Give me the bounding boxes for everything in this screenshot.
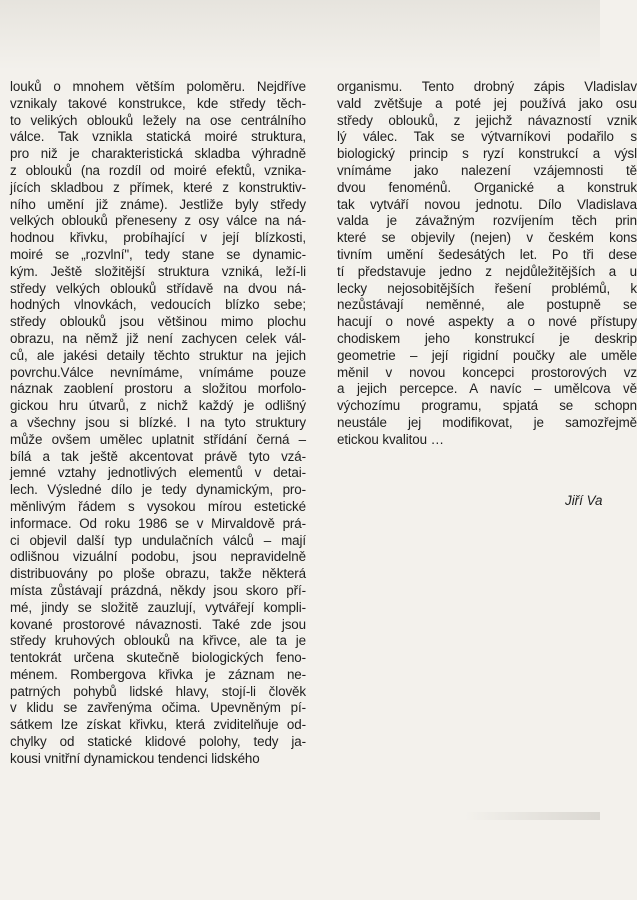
text-line: lý válec. Tak se výtvarníkovi podařilo s bbox=[337, 129, 637, 145]
text-line: měnlivým řádem s vysokou mírou estetické bbox=[10, 498, 306, 514]
text-line: středy kruhových oblouků na křivce, ale ta je bbox=[10, 633, 306, 649]
text-line: válce. Tak vznikla statická moiré struktura, bbox=[10, 129, 306, 145]
text-line: středy oblouků jsou většinou mimo plochu bbox=[10, 314, 306, 330]
text-line: tak vytváří novou jednotu. Dílo Vladislava bbox=[337, 196, 637, 212]
text-line: moiré se „rozvlní", tedy stane se dynamic- bbox=[10, 246, 306, 262]
text-line: lech. Výsledné dílo je tedy dynamickým, pro- bbox=[10, 482, 306, 498]
text-line: odlišnou vizuální podobu, jsou nepravidelně bbox=[10, 549, 306, 565]
text-line: a všechny jsou si blízké. I na tyto struktury bbox=[10, 414, 306, 430]
text-line: měnil v novou koncepci prostorových vz bbox=[337, 364, 637, 380]
text-line: louků o mnohem větším poloměru. Nejdříve bbox=[10, 79, 306, 94]
text-line: v klidu se zavřenýma očima. Upevněným pí- bbox=[10, 700, 306, 716]
text-line: může ovšem umělec uplatnit střídání černá – bbox=[10, 431, 306, 447]
text-line: ního umění již známe). Jestliže byly středy bbox=[10, 196, 306, 212]
text-line: chylky od statické klidové polohy, tedy ja- bbox=[10, 734, 306, 750]
text-line: pro niž je charakteristická skladba výhradně bbox=[10, 146, 306, 162]
text-line: organismu. Tento drobný zápis Vladislav bbox=[337, 79, 637, 94]
text-line: dvou fenoménů. Organické a konstruk bbox=[337, 179, 637, 195]
text-line: vznikaly takové konstrukce, kde středy těch- bbox=[10, 95, 306, 111]
text-line: bílá a tak ještě akcentovat právě tyto vzá- bbox=[10, 448, 306, 464]
text-line: vnímáme jako nalezení vzájemnosti tě bbox=[337, 162, 637, 178]
text-line: hodnou křivku, probíhající v její blízkosti, bbox=[10, 230, 306, 246]
text-line: z oblouků (na rozdíl od moiré efektů, vznika- bbox=[10, 162, 306, 178]
text-line: etickou kvalitou … bbox=[337, 431, 444, 447]
text-line: kým. Ještě složitější struktura vzniká, leží-li bbox=[10, 263, 306, 279]
text-line: biologický princip s ryzí konstrukcí a výsl bbox=[337, 146, 637, 162]
text-line: lecky nejosobitějších řešení problémů, k bbox=[337, 280, 637, 296]
text-line: obrazu, na němž již není zachycen celek vál- bbox=[10, 330, 306, 346]
text-line: ci objevil další typ undulačních válců – mají bbox=[10, 532, 306, 548]
text-line: hodných vlnovkách, vedoucích blízko sebe; bbox=[10, 297, 306, 313]
text-line: kované prostorové návaznosti. Také zde jsou bbox=[10, 616, 306, 632]
page-edge-shadow bbox=[0, 0, 600, 70]
text-line: a jejich percepce. A navíc – umělcova vě bbox=[337, 381, 637, 397]
text-line: které se objevily (nejen) v českém kons bbox=[337, 230, 637, 246]
text-line: náznak zaoblení prostoru a složitou morfolo- bbox=[10, 381, 306, 397]
author-signature: Jiří Va bbox=[565, 493, 603, 508]
text-line: distribuovány po ploše obrazu, takže některá bbox=[10, 566, 306, 582]
text-column-left bbox=[10, 79, 306, 768]
text-line: tivním umění šedesátých let. Po tři dese bbox=[337, 246, 637, 262]
text-line: to velikých oblouků ležely na ose centrálního bbox=[10, 112, 306, 128]
text-line: středy velkých oblouků střídavě na dvou ná- bbox=[10, 280, 306, 296]
text-line: tentokrát určena skutečně biologických feno- bbox=[10, 650, 306, 666]
text-line: geometrie – její rigidní poučky ale uměle bbox=[337, 347, 637, 363]
text-line: místa zůstávají prázdná, někdy jsou skoro pří- bbox=[10, 582, 306, 598]
text-line: jemné vztahy jednotlivých elementů v detai- bbox=[10, 465, 306, 481]
text-line: vald zvětšuje a poté jej používá jako osu bbox=[337, 95, 637, 111]
text-line: povrchu.Válce nevnímáme, vnímáme pouze bbox=[10, 364, 306, 380]
text-line: středy oblouků, z jejichž návazností vznik bbox=[337, 112, 637, 128]
text-line: kousi vnitřní dynamickou tendenci lidského bbox=[10, 750, 260, 766]
text-line: chodiskem jeho konstrukcí je deskrip bbox=[337, 330, 637, 346]
text-line: patrných pohybů lidské hlavy, stojí-li člověk bbox=[10, 683, 306, 699]
text-line: valda je závažným rozvíjením těch prin bbox=[337, 213, 637, 229]
text-line: hacují o nové aspekty a o nové přístupy bbox=[337, 314, 637, 330]
text-line: ménem. Rombergova křivka je záznam ne- bbox=[10, 666, 306, 682]
text-column-right bbox=[337, 79, 637, 449]
text-line: sátkem lze získat křivku, která zviditelňuje od- bbox=[10, 717, 306, 733]
text-line: ců, ale jakési detaily těchto struktur na jejich bbox=[10, 347, 306, 363]
page-bleed-mark bbox=[465, 812, 600, 820]
text-line: výchozímu programu, spjatá se schopn bbox=[337, 398, 637, 414]
text-line: tí představuje jedno z nejdůležitějších a u bbox=[337, 263, 637, 279]
text-line: neustále jej modifikovat, je samozřejmě bbox=[337, 414, 637, 430]
text-line: mé, jindy se složitě zauzlují, vytvářejí kompli- bbox=[10, 599, 306, 615]
text-line: jících skladbou z přímek, které z konstruktiv- bbox=[10, 179, 306, 195]
text-line: informace. Od roku 1986 se v Mirvaldově prá- bbox=[10, 515, 306, 531]
text-line: gickou hru útvarů, z nichž každý je odlišný bbox=[10, 398, 306, 414]
text-line: velkých oblouků přeneseny z osy válce na ná- bbox=[10, 213, 306, 229]
text-line: nezůstávají neměnné, ale postupně se bbox=[337, 297, 637, 313]
